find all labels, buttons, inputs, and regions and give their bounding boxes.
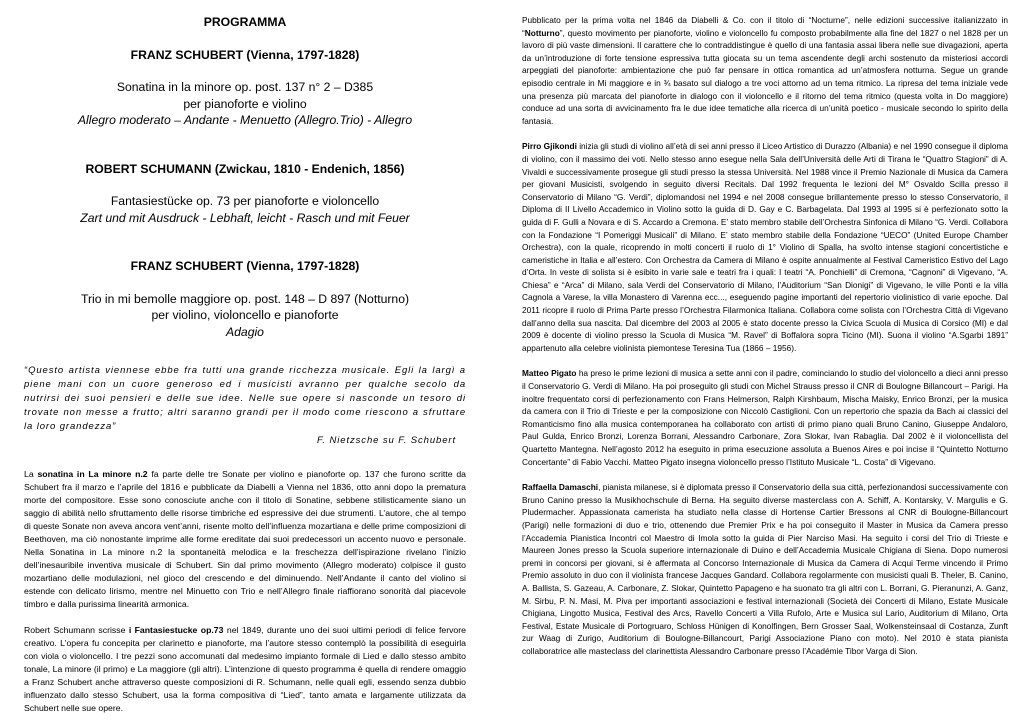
bio-name: Raffaella Damaschi: [522, 482, 599, 493]
quote-text: “Questo artista viennese ebbe fra tutti una grande ricchezza musicale. Egli la largì a piene mani con un cuore generoso ed i musicisti avranno per qualche secolo da nutrirsi dei suoi pensieri e delle sue idee. Nelle sue opere si nasconde un tesoro di trovate non messe a frutto; altri saranno grandi per il modo come riescono a sfruttare la loro grandezza”: [24, 365, 466, 432]
text-span: fa parte delle tre Sonate per violino e pianoforte op. 137 che furono scritte da Schubert fra il marzo e l’aprile del 1816 e pubblicate da Diabelli a Vienna nel 1836, otto anni dopo la prematura morte del compositore. Esse sono conosciute anche con il titolo di Sonatine, sebbene stilisticamente siano un saggio di abilità nello sfruttamento delle risorse timbriche ed espressive dei due strumenti. L’autore, che al tempo di queste Sonate non aveva ancora vent’anni, risente molto dell’influenza mozartiana e delle prime composizioni di Beethoven, ma ciò nonostante imprime alle forme ereditate dai suoi predecessori un accento nuovo e personale. Nella Sonatina in La minore n.2 la spontaneità melodica e la freschezza dell’ispirazione rivelano l’inizio dell’inesauribile inventiva musicale di Schubert. Sin dal primo movimento (Allegro moderato) colpisce il gusto mozartiano delle modulazioni, nel gioco del crescendo e del diminuendo. Nell’Andante il canto del violino si estende con delicato lirismo, mentre nel Minuetto con Trio e nell’Allegro finale riaffiorano sonorità dal piacevole timbro e dalla purissima linearità armonica.: [24, 469, 466, 609]
bio-pigato: [522, 367, 1008, 468]
bold-term: sonatina in La minore n.2: [37, 469, 148, 479]
work-movements: Adagio: [226, 324, 264, 339]
bio-damaschi: [522, 481, 1008, 657]
schumann-paragraph: [24, 624, 466, 715]
work-instrumentation: per violino, violoncello e pianoforte: [151, 308, 339, 322]
work-title: Sonatina in la minore op. post. 137 n° 2 – D385: [116, 80, 374, 94]
sonatina-paragraph: [24, 468, 466, 611]
program-heading: PROGRAMMA: [203, 15, 287, 29]
composer-line: ROBERT SCHUMANN (Zwickau, 1810 - Endenich, 1856): [85, 161, 405, 176]
program-item-1: [24, 47, 466, 129]
bold-term: i Fantasiestucke op.73: [128, 625, 224, 635]
notturno-paragraph: [522, 14, 1008, 127]
composer-line: FRANZ SCHUBERT (Vienna, 1797-1828): [130, 47, 360, 62]
work-title: Fantasiestücke op. 73 per pianoforte e violoncello: [110, 194, 380, 208]
program-item-2: [24, 161, 466, 227]
work-instrumentation: per pianoforte e violino: [183, 96, 307, 111]
program-item-3: [24, 258, 466, 340]
bio-name: Pirro Gjikondi: [522, 141, 577, 152]
text-span: nel 1849, durante uno dei suoi ultimi periodi di felice fervore creativo. L’opera fu concepita per clarinetto e pianoforte, ma l’autore stesso contemplò la possibilità di eseguirla con viola o violoncello. I tre pezzi sono accomunati dal medesimo impianto formale di Lied e dallo stesso ambito tonale, La minore (il primo) e La maggiore (gli altri). L’intenzione di questo programma è quella di rendere omaggio a Franz Schubert anche attraverso queste composizioni di R. Schumann, nelle quali egli, essendo senza dubbio influenzato dallo stesso Schubert, usa la forma compositiva di “Lied”, tanto amata e largamente utilizzata da Schubert nelle sue opere.: [24, 625, 466, 713]
left-column: [0, 0, 512, 715]
bio-name: Matteo Pigato: [522, 368, 577, 379]
text-span: Robert Schumann scrisse: [24, 625, 129, 635]
bio-text: ha preso le prime lezioni di musica a sette anni con il padre, cominciando lo studio del violoncello a dieci anni presso il Conservatorio G. Verdi di Milano. Ha poi proseguito gli studi con Michel Strauss presso il CNR di Boulogne Billancourt – Parigi. Ha inoltre frequentato corsi di perfezionamento con Frans Helmerson, Ralph Kirshbaum, Mischa Maisky, Enrico Bronzi, per la musica da camera con il Trio di Trieste e per la composizione con Niccolò Castiglioni. Con un repertorio che spazia da Bach ai classici del Romanticismo fino alla musica contemporanea ha collaborato con artisti di primo piano quali Bruno Canino, Giuseppe Andaloro, Paul Gulda, Enrico Bronzi, Lorenza Borrani, Alessandro Carbonare, Zora Slokar, Ivan Rabaglia. Dal 2002 è il violoncellista del Quartetto Mantegna. Nell’agosto 2012 ha eseguito in prima esecuzione assoluta a Buenos Aires e poi incise il “Quintetto Notturno Concertante” di Fabio Vacchi. Matteo Pigato insegna violoncello presso l’Istituto Musicale “L. Costa” di Vigevano.: [522, 368, 1008, 467]
nietzsche-quote: [24, 364, 466, 448]
bio-gjikondi: [522, 140, 1008, 354]
bio-text: , pianista milanese, si è diplomata presso il Conservatorio della sua città, perfezionandosi successivamente con Bruno Canino presso la Musikhochschule di Berna. Ha seguito diverse masterclass con A. Schiff, A. Kontarsky, V. Margulis e G. Pludermacher. Appassionata camerista ha studiato nella classe di Hortense Cartier Bressons al CNR di Boulogne-Billancourt (Parigi) nelle formazioni di duo e trio, ottenendo due Premier Prix e ha poi conseguito il Master in Musica da Camera presso l’Accademia Pianistica Incontri col Maestro di Imola sotto la guida di Pier Narciso Masi. Ha seguito i corsi del Trio di Trieste e Maureen Jones presso la Scuola superiore internazionale di Duino e dell’Accademia Musicale Chigiana di Siena. Dopo numerosi premi in concorsi per giovani, si è affermata al Concorso Internazionale di Musica da Camera di Acqui Terme vincendo il Primo Premio assoluto in duo con il violinista francese Jacques Gandard. Collabora regolarmente con musicisti quali B. Theler, B. Canino, A. Ballista, S. Gazeau, A. Carbonare, Z. Slokar, Quintetto Papageno e ha suonato tra gli altri con L. Borrani, G. Pieranunzi, A. Ganz, M. Sirbu, P. N. Masi, M. Piva per importanti associazioni e festival internazionali (Società dei Concerti di Milano, Estate Musicale Chigiana, Lingotto Musica, Festival des Arcs, Ravello Concerti a Villa Rufolo, Arte e Musica sul Lario, Auditorium di Milano, Orta Festival, Estate Musicale di Portogruaro, Schloss Hünigen di Konolfingen, Bern Grosser Saal, Wolkensteinsaal di Costanza, Zunft zur Waag di Zurigo, Auditorium di Boulogne-Billancourt, Parigi Associazione Piano con moto). Nel 2010 è stata pianista collaboratrice alle masteclass del clarinettista Alessandro Carbonare presso l’Académie Tibor Varga di Sion.: [522, 482, 1009, 656]
text-span: La: [24, 469, 38, 479]
work-movements: Allegro moderato – Andante - Menuetto (Allegro.Trio) - Allegro: [77, 113, 413, 127]
work-movements: Zart und mit Ausdruck - Lebhaft, leicht - Rasch und mit Feuer: [80, 210, 410, 225]
text-span: ”, questo movimento per pianoforte, violino e violoncello fu composto probabilmente alla fine del 1827 o nel 1828 per un lavoro di più vaste dimensioni. Il carattere che lo contraddistingue è quello di una fantasia assai libera nelle sue divagazioni, aperta da un’introduzione di forte tensione espressiva tutta giocata su un tema ascendente degli archi sostenuto da misteriosi accordi arpeggiati del pianoforte: ambientazione che può far pensare in ottica romantica ad un’atmosfera notturna. Segue un grande episodio centrale in Mi maggiore e in ¾ basato sul dialogo a tre voci attorno ad un tema ritmico. La ripresa del tema iniziale vede una presenza più marcata del pianoforte in dialogo con il violoncello e il ritorno del tema ritmico (questa volta in Do maggiore) conduce ad una sorta di avvicinamento fra le due idee tematiche alla ricerca di un’unità poetico - musicale secondo lo spirito della fantasia.: [522, 27, 1008, 126]
right-column: [512, 0, 1024, 658]
work-title: Trio in mi bemolle maggiore op. post. 148 – D 897 (Notturno): [80, 291, 410, 306]
bio-text: inizia gli studi di violino all’età di sei anni presso il Liceo Artistico di Durazzo (Albania) e nel 1990 consegue il diploma di violino, con il massimo dei voti. Nello stesso anno esegue nella Sala dell’Università delle Arti di Tirana le “Quattro Stagioni” di A. Vivaldi e successivamente prosegue gli studi presso la stessa Università. Nel 1988 vince il Premio Nazionale di Musica da Camera per giovani Musicisti, svolgendo in seguito diversi Recitals. Dal 1992 frequenta le lezioni del M° Osvaldo Scilla presso il Conservatorio di Milano “G. Verdi”, diplomandosi nel 1994 e nel 2008 consegue brillantemente presso lo stesso Conservatorio, il Diploma di II Livello Accademico in Violino sotto la guida di D. Gay e C. Barbagelata. Dal 1993 al 1995 si è perfezionato sotto la guida di F. Gulli a Novara e di S. Accardo a Cremona. E’ stato membro stabile dell’Orchestra Sinfonica di Milano “G. Verdi. Collabora con la Fondazione “I Pomeriggi Musicali” di Milano. E’ stato membro stabile della Fondazione “UECO” (United Europe Chamber Orchestra), con la quale, ricoprendo in molti concerti il ruolo di 1° Violino di Spalla, ha svolto intense stagioni concertistiche e cameristiche in Italia e all’estero. Con Orchestra da Camera di Milano è ospite annualmente al Festival Cameristico Estivo del Lago d’Orta. In veste di solista si è esibito in varie sale e teatri fra i quali: I teatri “A. Ponchielli” di Cremona, “Cagnoni” di Vigevano, “A. Chiesa” e “Arca” di Milano, sala Verdi del Conservatorio di Milano, l’Auditorium “San Dionigi” di Vigevano, le ville Ponti e la villa Cagnola a Varese, la villa Monastero di Varenna ecc..., eseguendo pagine importanti del repertorio violinistico di varie epoche. Dal 2011 ricopre il ruolo di Prima Parte presso l’Orchestra Filarmonica Italiana. Collabora come solista con l’Orchestra Città di Vigevano dall’anno della sua nascita. Dal dicembre del 2003 al 2005 è stato docente presso la Civica Scuola di Musica di Corsico (MI) e dal 2009 è docente di violino presso la Scuola di Musica “M. Ravel” di Boffalora sopra Ticino (MI). Suona il violino “A.Sgarbi 1891” appartenuto alla celebre violinista piemontese Teresina Tua (1866 – 1956).: [522, 141, 1008, 353]
quote-attribution: F. Nietzsche su F. Schubert: [316, 435, 456, 446]
text-span: Pubblicato per la prima volta nel 1846 da Diabelli & Co. con il titolo di “Nocturne”, nelle edizioni successive italianizzato in “: [522, 15, 1008, 38]
composer-line: FRANZ SCHUBERT (Vienna, 1797-1828): [130, 259, 360, 273]
bold-term: Notturno: [524, 27, 560, 38]
